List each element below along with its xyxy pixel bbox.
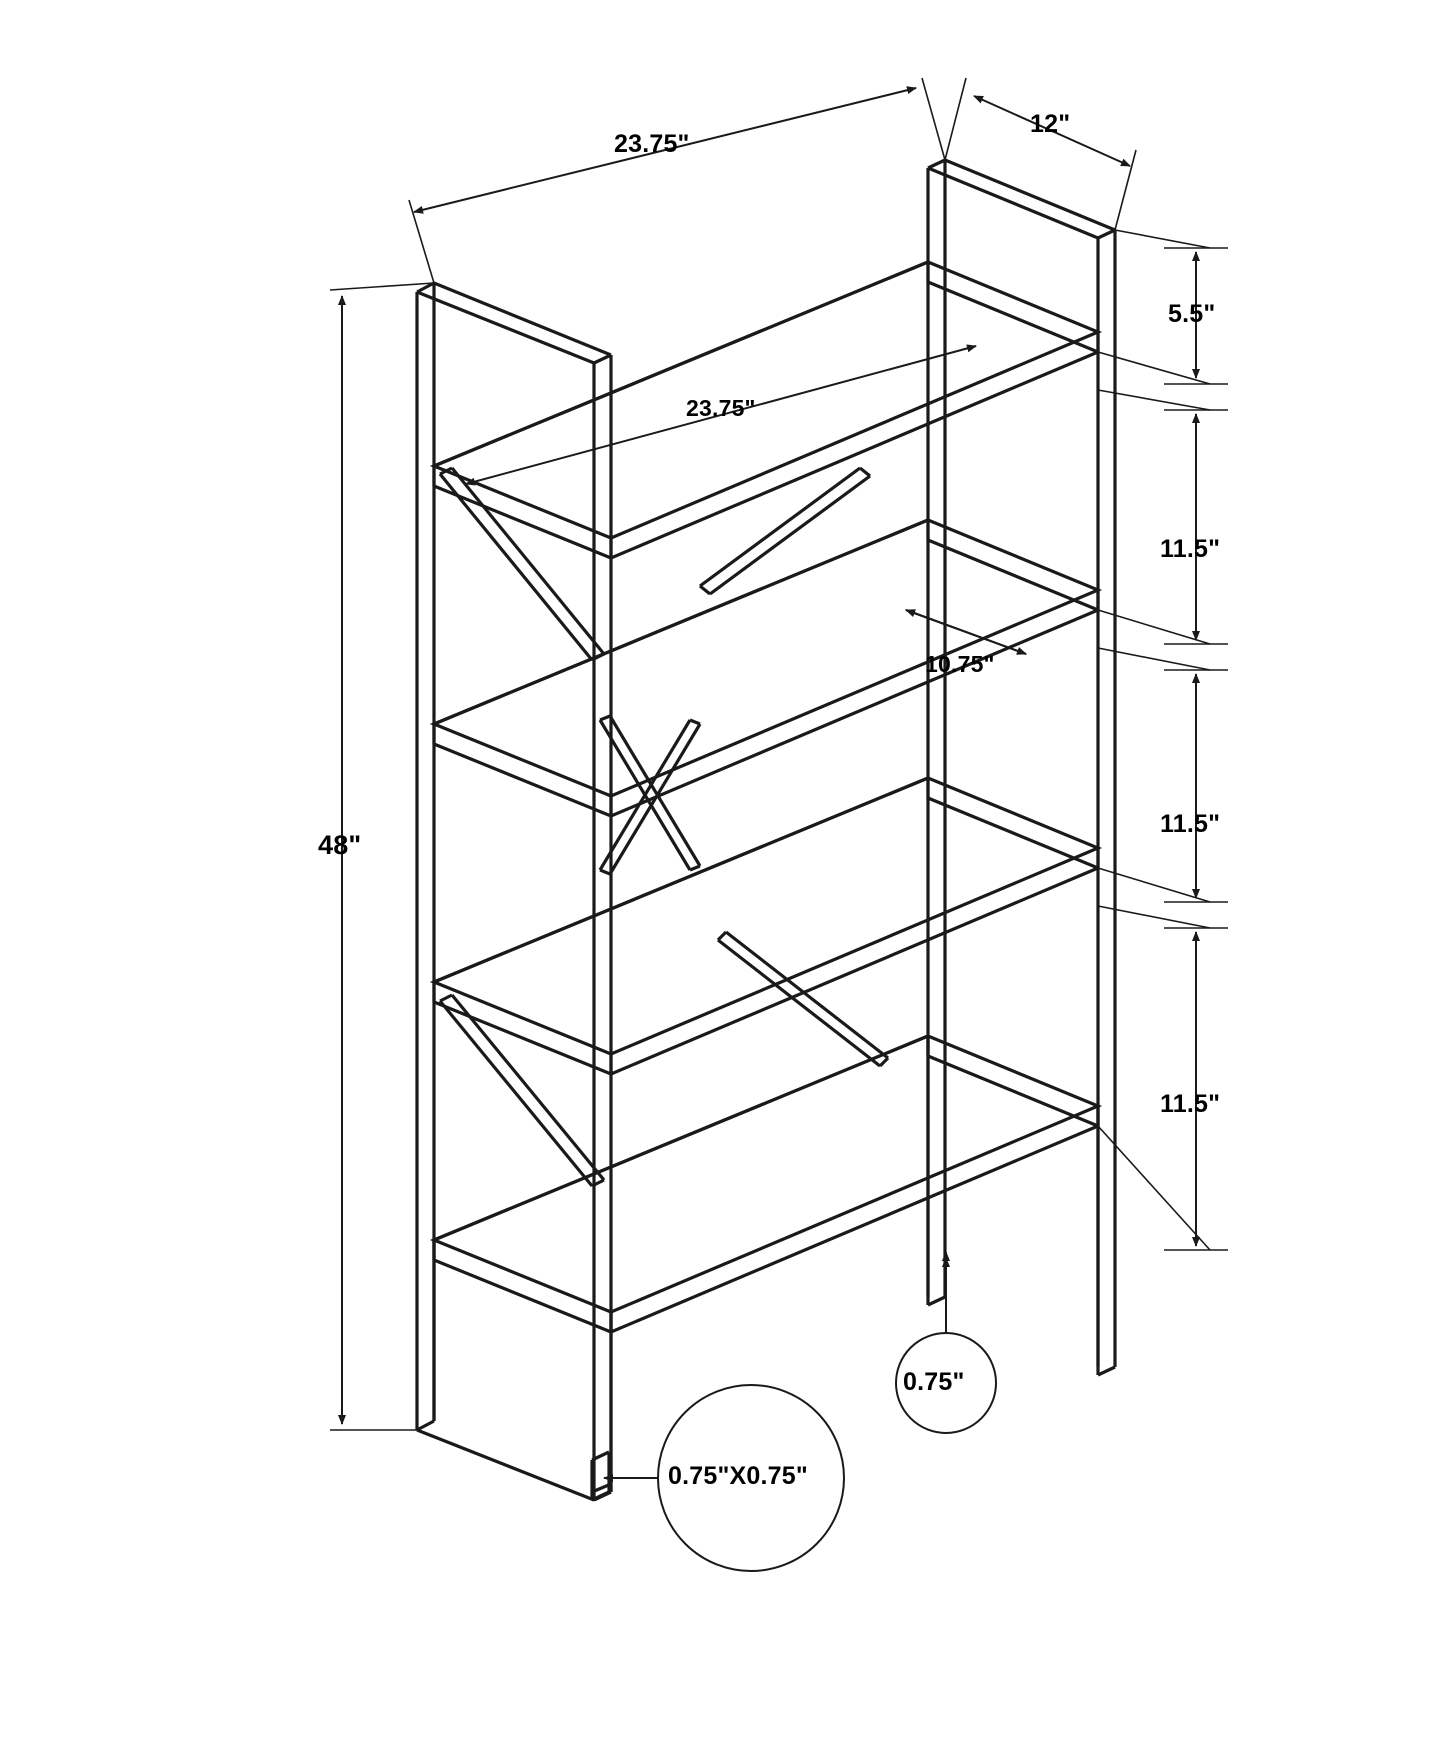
dim-shelf-width-label: 23.75" <box>686 395 756 421</box>
dimension-lines <box>330 78 1228 1571</box>
callout-post-section-label: 0.75"X0.75" <box>668 1462 808 1490</box>
bookcase-frame <box>417 160 1115 1500</box>
dim-total-height-label: 48" <box>318 830 362 860</box>
dim-top-width-label: 23.75" <box>614 130 690 158</box>
callout-shelf-thickness-label: 0.75" <box>903 1368 965 1396</box>
dim-gap-b-label: 11.5" <box>1160 810 1221 838</box>
dim-gap-top-label: 5.5" <box>1168 300 1216 328</box>
dim-top-depth-label: 12" <box>1030 110 1071 138</box>
dim-gap-a-label: 11.5" <box>1160 535 1221 563</box>
dim-shelf-depth-label: 10.75" <box>925 651 995 677</box>
dim-gap-c-label: 11.5" <box>1160 1090 1221 1118</box>
